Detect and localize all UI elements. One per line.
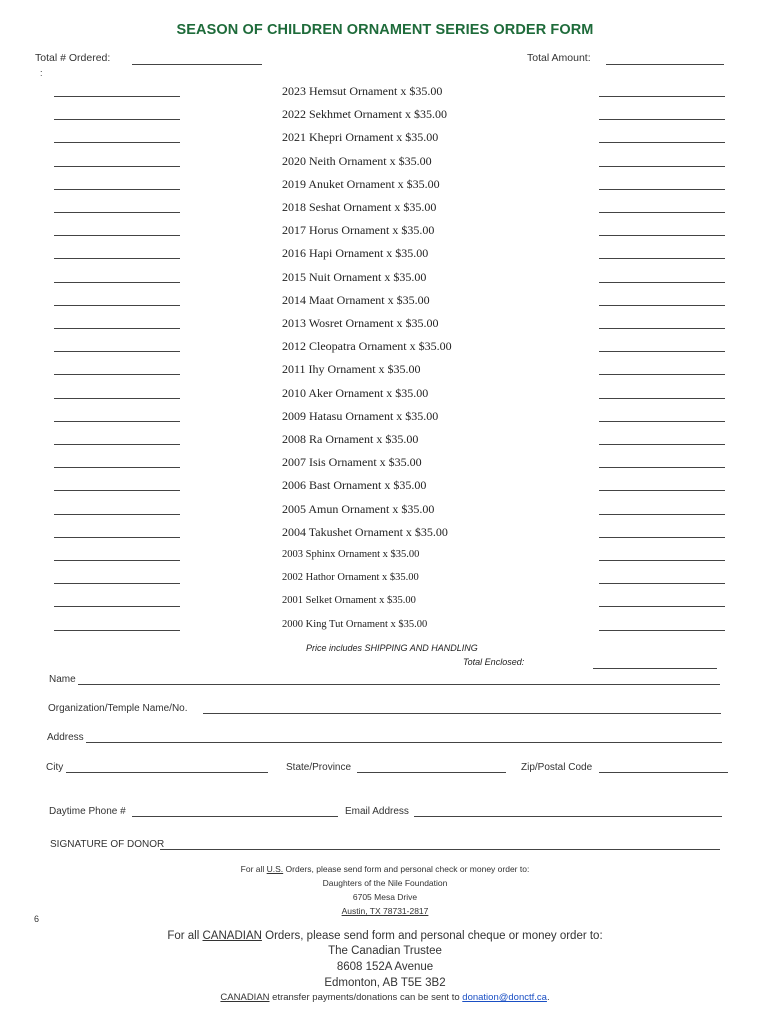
- us-suffix: Orders, please send form and personal check or money order to:: [283, 864, 530, 874]
- ornament-item-label: 2013 Wosret Ornament x $35.00: [282, 316, 439, 330]
- city-field[interactable]: [66, 760, 268, 773]
- quantity-field[interactable]: [54, 154, 180, 167]
- org-field[interactable]: [203, 701, 721, 714]
- us-word: U.S.: [266, 864, 284, 874]
- ornament-item-label: 2003 Sphinx Ornament x $35.00: [282, 549, 420, 560]
- ornament-item-label: 2018 Seshat Ornament x $35.00: [282, 200, 437, 214]
- amount-field[interactable]: [599, 130, 725, 143]
- ornament-item-label: 2014 Maat Ornament x $35.00: [282, 292, 430, 307]
- ornament-item-label: 2008 Ra Ornament x $35.00: [282, 432, 419, 446]
- etransfer-period: .: [546, 992, 550, 1003]
- canada-etransfer: [0, 991, 770, 1005]
- amount-field[interactable]: [599, 432, 725, 445]
- quantity-field[interactable]: [54, 548, 180, 561]
- amount-field[interactable]: [599, 478, 725, 491]
- etransfer-word: CANADIAN: [220, 992, 270, 1003]
- amount-field[interactable]: [599, 594, 725, 607]
- ornament-item-label: 2019 Anuket Ornament x $35.00: [282, 176, 440, 191]
- amount-field[interactable]: [599, 246, 725, 259]
- total-ordered-field[interactable]: [132, 52, 262, 65]
- us-line1: Daughters of the Nile Foundation: [322, 878, 448, 888]
- ornament-item-label: 2010 Aker Ornament x $35.00: [282, 385, 429, 400]
- canada-suffix: Orders, please send form and personal cheque or money order to:: [261, 930, 603, 942]
- total-amount-field[interactable]: [606, 52, 724, 65]
- quantity-field[interactable]: [54, 130, 180, 143]
- amount-field[interactable]: [599, 293, 725, 306]
- ornament-item-label: 2009 Hatasu Ornament x $35.00: [282, 408, 439, 423]
- page-number: 6: [34, 914, 40, 924]
- email-field[interactable]: [414, 804, 722, 817]
- quantity-field[interactable]: [54, 107, 180, 120]
- ornament-item-label: 2017 Horus Ornament x $35.00: [282, 223, 435, 238]
- total-enclosed-label: Total Enclosed:: [463, 657, 525, 667]
- quantity-field[interactable]: [54, 525, 180, 538]
- canada-line1: The Canadian Trustee: [328, 945, 442, 957]
- amount-field[interactable]: [599, 386, 725, 399]
- canada-prefix: For all: [167, 930, 203, 942]
- amount-field[interactable]: [599, 107, 725, 120]
- amount-field[interactable]: [599, 200, 725, 213]
- amount-field[interactable]: [599, 409, 725, 422]
- ornament-item-label: 2006 Bast Ornament x $35.00: [282, 478, 427, 493]
- phone-label: Daytime Phone #: [49, 806, 126, 817]
- amount-field[interactable]: [599, 177, 725, 190]
- ornament-item-label: 2002 Hathor Ornament x $35.00: [282, 572, 419, 584]
- amount-field[interactable]: [599, 154, 725, 167]
- ornament-item-label: 2022 Sekhmet Ornament x $35.00: [282, 107, 447, 122]
- ornament-item-label: 2007 Isis Ornament x $35.00: [282, 455, 422, 470]
- quantity-field[interactable]: [54, 432, 180, 445]
- ornament-item-label: 2020 Neith Ornament x $35.00: [282, 153, 432, 168]
- amount-field[interactable]: [599, 502, 725, 515]
- phone-field[interactable]: [132, 804, 338, 817]
- zip-label: Zip/Postal Code: [521, 762, 593, 773]
- quantity-field[interactable]: [54, 270, 180, 283]
- city-label: City: [46, 762, 64, 773]
- quantity-field[interactable]: [54, 386, 180, 399]
- quantity-field[interactable]: [54, 339, 180, 352]
- total-ordered-label: Total # Ordered:: [35, 52, 111, 64]
- org-label: Organization/Temple Name/No.: [48, 703, 188, 714]
- quantity-field[interactable]: [54, 293, 180, 306]
- us-line3: Austin, TX 78731-2817: [341, 906, 429, 916]
- canada-word: CANADIAN: [202, 930, 262, 942]
- canada-line3: Edmonton, AB T5E 3B2: [324, 977, 446, 989]
- name-field[interactable]: [78, 672, 720, 685]
- name-label: Name: [49, 674, 76, 685]
- amount-field[interactable]: [599, 362, 725, 375]
- quantity-field[interactable]: [54, 177, 180, 190]
- ornament-item-label: 2004 Takushet Ornament x $35.00: [282, 524, 448, 539]
- amount-field[interactable]: [599, 455, 725, 468]
- quantity-field[interactable]: [54, 223, 180, 236]
- amount-field[interactable]: [599, 618, 725, 631]
- signature-field[interactable]: [160, 837, 720, 850]
- ornament-item-label: 2011 Ihy Ornament x $35.00: [282, 362, 421, 377]
- quantity-field[interactable]: [54, 200, 180, 213]
- stray-colon: :: [40, 68, 43, 78]
- ornament-item-label: 2016 Hapi Ornament x $35.00: [282, 246, 429, 261]
- us-instructions: [0, 862, 770, 876]
- email-label: Email Address: [345, 806, 409, 817]
- quantity-field[interactable]: [54, 478, 180, 491]
- ornament-item-label: 2021 Khepri Ornament x $35.00: [282, 130, 439, 145]
- state-label: State/Province: [286, 762, 352, 773]
- quantity-field[interactable]: [54, 246, 180, 259]
- total-enclosed-field[interactable]: [593, 656, 717, 669]
- ornament-item-label: 2005 Amun Ornament x $35.00: [282, 501, 435, 516]
- quantity-field[interactable]: [54, 502, 180, 515]
- us-line2: 6705 Mesa Drive: [352, 892, 418, 902]
- amount-field[interactable]: [599, 548, 725, 561]
- signature-label: SIGNATURE OF DONOR: [50, 839, 165, 850]
- canada-line2: 8608 152A Avenue: [336, 961, 434, 973]
- quantity-field[interactable]: [54, 571, 180, 584]
- ornament-item-label: 2015 Nuit Ornament x $35.00: [282, 269, 427, 284]
- address-label: Address: [47, 732, 84, 743]
- quantity-field[interactable]: [54, 455, 180, 468]
- amount-field[interactable]: [599, 525, 725, 538]
- state-field[interactable]: [357, 760, 506, 773]
- ornament-item-label: 2000 King Tut Ornament x $35.00: [282, 618, 428, 630]
- quantity-field[interactable]: [54, 409, 180, 422]
- address-field[interactable]: [86, 730, 722, 743]
- us-prefix: For all: [240, 864, 267, 874]
- quantity-field[interactable]: [54, 362, 180, 375]
- price-note: Price includes SHIPPING AND HANDLING: [306, 643, 478, 653]
- zip-field[interactable]: [599, 760, 728, 773]
- amount-field[interactable]: [599, 223, 725, 236]
- ornament-item-label: 2023 Hemsut Ornament x $35.00: [282, 84, 443, 98]
- ornament-item-label: 2012 Cleopatra Ornament x $35.00: [282, 339, 452, 354]
- quantity-field[interactable]: [54, 84, 180, 97]
- total-amount-label: Total Amount:: [527, 52, 591, 64]
- amount-field[interactable]: [599, 339, 725, 352]
- ornament-item-label: 2001 Selket Ornament x $35.00: [282, 595, 416, 607]
- amount-field[interactable]: [599, 316, 725, 329]
- amount-field[interactable]: [599, 84, 725, 97]
- form-title: SEASON OF CHILDREN ORNAMENT SERIES ORDER FORM: [176, 22, 594, 38]
- donation-email-link[interactable]: donation@donctf.ca: [462, 992, 547, 1003]
- quantity-field[interactable]: [54, 316, 180, 329]
- etransfer-text: etransfer payments/donations can be sent to: [269, 992, 463, 1003]
- amount-field[interactable]: [599, 270, 725, 283]
- quantity-field[interactable]: [54, 594, 180, 607]
- quantity-field[interactable]: [54, 618, 180, 631]
- amount-field[interactable]: [599, 571, 725, 584]
